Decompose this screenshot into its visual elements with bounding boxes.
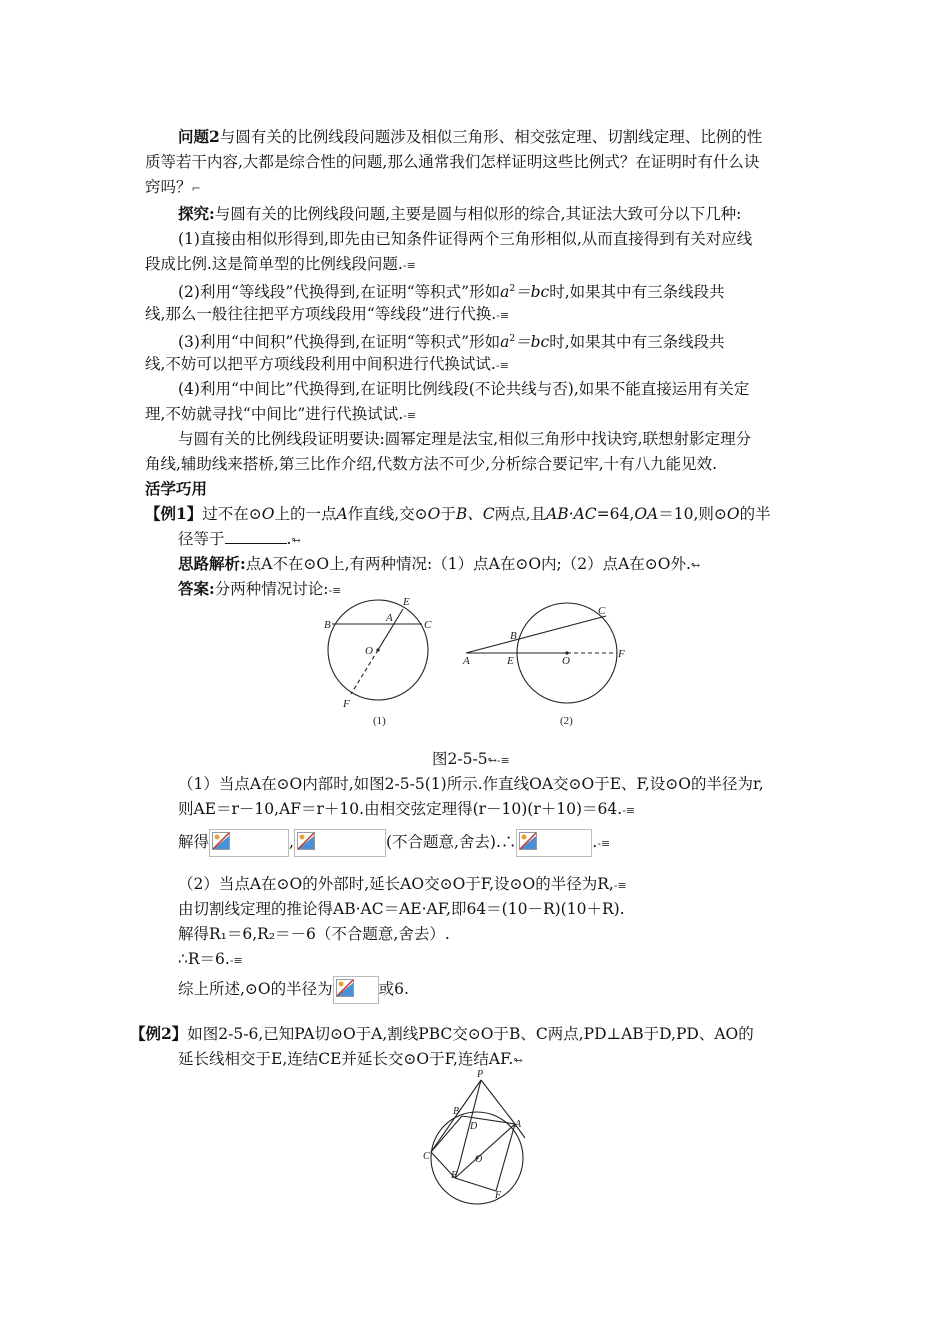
svg-text:E: E: [507, 655, 514, 667]
image-icon: [297, 832, 315, 850]
formula-image: [209, 829, 289, 857]
svg-text:A: A: [386, 612, 393, 624]
svg-text:(2): (2): [560, 715, 573, 727]
ex1-answer: 答案:分两种情况讨论:-≡: [178, 579, 342, 598]
svg-text:A: A: [463, 655, 470, 667]
ex2-line-1: 【例2】如图2-5-6,已知PA切⊙O于A,割线PBC交⊙O于B、C两点,PD⊥AB于D,PD、AO的: [130, 1024, 754, 1043]
q2-line-3: 窍吗？⌐: [145, 178, 201, 196]
svg-text:F: F: [618, 648, 625, 660]
ex1-line-2: 径等于 .↬: [178, 530, 301, 548]
section-title: 活学巧用: [145, 479, 208, 498]
svg-text:O: O: [475, 1154, 483, 1165]
svg-text:O: O: [562, 655, 570, 667]
method-3b: 线,不妨可以把平方项线段利用中间积进行代换试试.-≡: [145, 355, 509, 373]
svg-text:F: F: [343, 698, 350, 710]
formula-tip-1: 与圆有关的比例线段证明要诀:圆幂定理是法宝,相似三角形中找诀窍,联想射影定理分: [178, 430, 752, 448]
image-icon: [336, 979, 354, 997]
case1-line-3: 解得 , (不合题意,舍去).∴ .-≡: [178, 827, 610, 859]
method-4a: (4)利用“中间比”代换得到,在证明比例线段(不论共线与否),如果不能直接运用有关定: [178, 380, 750, 398]
case2-line-4: ∴R＝6.-≡: [178, 950, 243, 968]
method-3a: (3)利用“中间积”代换得到,在证明“等积式”形如$a^2=bc$时,如果其中有三条线段共: [178, 333, 725, 352]
svg-text:F: F: [495, 1190, 502, 1201]
svg-text:P: P: [477, 1069, 484, 1080]
image-icon: [212, 832, 230, 850]
svg-text:C: C: [424, 619, 432, 631]
svg-text:B: B: [453, 1106, 460, 1117]
ex2-line-2: 延长线相交于E,连结CE并延长交⊙O于F,连结AF.↬: [178, 1050, 523, 1068]
case2-line-2: 由切割线定理的推论得AB·AC＝AE·AF,即64＝(10－R)(10＋R).: [178, 900, 625, 918]
case2-line-3: 解得R₁＝6,R₂＝－6（不合题意,舍去）.: [178, 925, 450, 943]
figure-caption: 图2-5-5↬-≡: [432, 750, 510, 768]
case1-line-1: （1）当点A在⊙O内部时,如图2-5-5(1)所示.作直线OA交⊙O于E、F,设⊙O的半径为r,: [178, 775, 764, 793]
method-4b: 理,不妨就寻找“中间比”进行代换试试.-≡: [145, 405, 417, 423]
formula-image: [333, 976, 379, 1004]
formula-image: [516, 829, 592, 857]
bracket-mark: ⌐: [191, 182, 201, 195]
svg-text:C: C: [598, 605, 606, 617]
image-icon: [519, 832, 537, 850]
figure-2-5-5: [310, 592, 640, 732]
method-1a: (1)直接由相似形得到,即先由已知条件证得两个三角形相似,从而直接得到有关对应线: [178, 230, 753, 248]
method-2b: 线,那么一般往往把平方项线段用“等线段”进行代换.-≡: [145, 305, 510, 323]
explore-intro: 探究:与圆有关的比例线段问题,主要是圆与相似形的综合,其证法大致可分以下几种:: [178, 204, 742, 223]
q2-line-1: 问题2与圆有关的比例线段问题涉及相似三角形、相交弦定理、切割线定理、比例的性: [178, 127, 763, 146]
svg-text:O: O: [365, 645, 373, 657]
svg-text:A: A: [515, 1119, 522, 1130]
figure-2-5-6: [415, 1066, 555, 1206]
case1-line-2: 则AE＝r－10,AF＝r＋10.由相交弦定理得(r－10)(r＋10)＝64.-≡: [178, 800, 636, 818]
case2-line-1: （2）当点A在⊙O的外部时,延长AO交⊙O于F,设⊙O的半径为R,-≡: [178, 875, 627, 893]
method-2a: (2)利用“等线段”代换得到,在证明“等积式”形如$a^2=bc$时,如果其中有三条线段共: [178, 283, 725, 302]
svg-text:E: E: [451, 1170, 458, 1181]
answer-blank[interactable]: [225, 529, 287, 544]
svg-text:C: C: [423, 1151, 430, 1162]
method-1b: 段成比例.这是简单型的比例线段问题.-≡: [145, 255, 416, 273]
q2-line-2: 质等若干内容,大都是综合性的问题,那么通常我们怎样证明这些比例式？在证明时有什么诀: [145, 153, 760, 171]
svg-text:(1): (1): [373, 715, 386, 727]
svg-text:D: D: [470, 1121, 478, 1132]
conclusion: 综上所述,⊙O的半径为 或6.: [178, 974, 409, 1004]
ex1-line-1: 【例1】过不在⊙O上的一点A作直线,交⊙O于B、C两点,且AB·AC=64,OA＝10,则⊙O的半: [145, 504, 771, 523]
svg-text:E: E: [403, 596, 410, 608]
svg-text:B: B: [510, 630, 517, 642]
formula-tip-2: 角线,辅助线来搭桥,第三比作介绍,代数方法不可少,分析综合要记牢,十有八九能见效.: [145, 455, 718, 473]
q2-title: 问题2: [178, 127, 220, 146]
ex1-hint: 思路解析:点A不在⊙O上,有两种情况:（1）点A在⊙O内;（2）点A在⊙O外.↬: [178, 554, 701, 573]
formula-image: [294, 829, 386, 857]
svg-text:B: B: [324, 619, 331, 631]
